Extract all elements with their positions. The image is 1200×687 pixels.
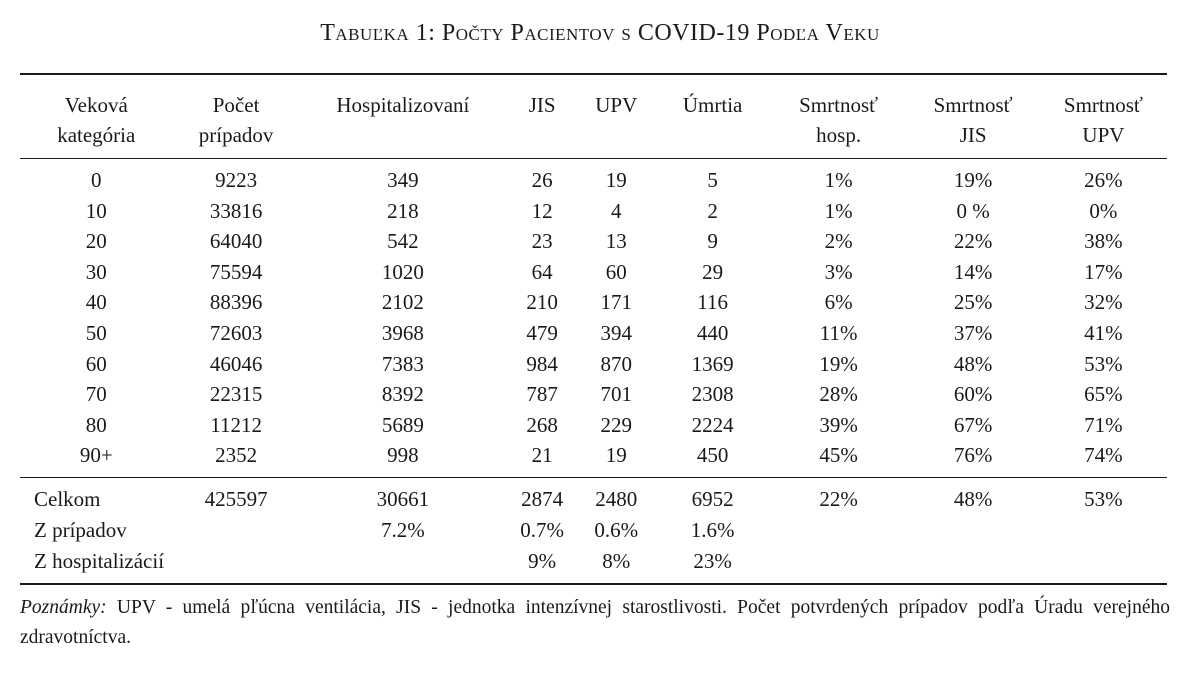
summary-cell <box>173 515 300 546</box>
column-header-line-2 <box>506 120 578 150</box>
table-cell: 11212 <box>210 412 262 437</box>
table-cell: 74% <box>1040 440 1167 477</box>
column-header-line-2: hosp. <box>816 123 862 147</box>
table-cell: 6% <box>824 290 853 315</box>
table-cell: 67% <box>953 412 993 437</box>
table-cell: 30 <box>85 259 107 284</box>
summary-cell: 1.6% <box>690 517 735 542</box>
summary-cell: 0.6% <box>594 517 639 542</box>
table-cell: 28% <box>819 382 858 407</box>
summary-cell: 6952 <box>691 486 734 511</box>
table-cell: 22315 <box>209 382 263 407</box>
table-cell: 13 <box>605 229 627 254</box>
summary-cell: 2480 <box>595 486 638 511</box>
table-cell: 26 <box>531 168 553 192</box>
table-cell: 450 <box>654 440 770 477</box>
table-row <box>20 159 1167 196</box>
column-header <box>578 78 654 159</box>
table-cell: 40 <box>85 290 107 315</box>
column-header-line-1: Úmrtia <box>682 93 743 117</box>
summary-cell: 8% <box>578 546 654 584</box>
table-cell: 2 <box>707 198 718 223</box>
summary-cell <box>173 546 300 584</box>
notes-text: UPV - umelá pľúcna ventilácia, JIS - jednotka intenzívnej starostlivosti. Počet potvrdených prípadov podľa Úradu verejného zdravotníctva. <box>20 597 1170 648</box>
table-cell: 33816 <box>209 198 263 223</box>
table-cell: 3968 <box>381 320 424 345</box>
column-header-line-2 <box>300 120 507 150</box>
table-cell: 2% <box>824 229 853 254</box>
table-row <box>20 349 1167 380</box>
table-cell: 20 <box>85 229 107 254</box>
table-cell: 394 <box>600 320 632 345</box>
table-cell: 870 <box>600 351 632 376</box>
table-cell: 9 <box>707 229 718 254</box>
table-cell: 50 <box>85 320 107 345</box>
table-cell: 70 <box>85 382 107 407</box>
summary-cell: 425597 <box>204 486 268 511</box>
table-cell: 4 <box>611 198 622 223</box>
table-cell: 53% <box>1084 351 1123 376</box>
column-header-line-2: JIS <box>959 123 987 147</box>
summary-cell: 0.7% <box>520 517 564 542</box>
table-cell: 8392 <box>381 382 424 407</box>
table-row <box>20 410 1167 441</box>
table-row <box>20 440 1167 477</box>
column-header-line-1: Veková <box>64 93 128 117</box>
summary-cell: 30661 <box>376 486 430 511</box>
table-cell: 440 <box>696 320 729 345</box>
table-cell: 14% <box>953 259 993 284</box>
table-cell: 38% <box>1084 229 1123 254</box>
column-header <box>654 78 770 159</box>
table-cell: 48% <box>953 351 993 376</box>
summary-cell: 53% <box>1084 486 1123 511</box>
table-cell: 71% <box>1084 412 1123 437</box>
table-cell: 218 <box>387 198 419 223</box>
table-cell: 22% <box>953 229 993 254</box>
table-cell: 7383 <box>381 351 424 376</box>
summary-cell: 9% <box>506 546 578 584</box>
table-cell: 701 <box>600 382 632 407</box>
table-cell: 12 <box>531 198 553 223</box>
summary-row <box>20 477 1167 515</box>
table-cell: 19% <box>953 168 993 192</box>
table-cell: 210 <box>526 290 558 315</box>
table-notes <box>20 593 1170 653</box>
table-cell: 542 <box>387 229 419 254</box>
table-cell: 171 <box>600 290 632 315</box>
table-cell: 23 <box>531 229 553 254</box>
summary-row <box>20 515 1167 546</box>
table-cell: 479 <box>526 320 558 345</box>
summary-cell: 48% <box>953 486 993 511</box>
table-cell: 349 <box>387 168 419 192</box>
table-cell: 37% <box>953 320 993 345</box>
covid-age-table <box>20 78 1167 585</box>
table-cell: 65% <box>1084 382 1123 407</box>
summary-cell <box>771 515 907 546</box>
table-cell: 1% <box>824 168 853 192</box>
table-cell: 0% <box>1089 198 1118 223</box>
table-cell: 2352 <box>173 440 300 477</box>
table-header <box>20 78 1167 159</box>
table-cell: 64 <box>531 259 553 284</box>
table-cell: 60 <box>85 351 107 376</box>
summary-cell <box>300 546 507 584</box>
summary-cell: 7.2% <box>381 517 425 542</box>
column-header-line-1: JIS <box>528 93 556 117</box>
summary-label: Z hospitalizácií <box>20 546 173 584</box>
table-cell: 2224 <box>691 412 734 437</box>
table-cell: 1% <box>824 198 853 223</box>
table-cell: 2102 <box>381 290 424 315</box>
table-cell: 60% <box>953 382 993 407</box>
table-cell: 39% <box>819 412 858 437</box>
column-header <box>300 78 507 159</box>
table-body <box>20 159 1167 478</box>
table-cell: 5689 <box>381 412 424 437</box>
column-header <box>771 78 907 159</box>
column-header <box>906 78 1039 159</box>
table-cell: 32% <box>1084 290 1123 315</box>
summary-cell: 22% <box>819 486 858 511</box>
table-cell: 75594 <box>209 259 263 284</box>
column-header-line-1: Hospitalizovaní <box>336 93 470 117</box>
summary-label: Celkom <box>34 486 101 511</box>
column-header-line-2: UPV <box>1082 123 1125 147</box>
column-header-line-2 <box>578 120 654 150</box>
table-cell: 787 <box>526 382 558 407</box>
summary-label: Z prípadov <box>34 517 127 542</box>
summary-cell: 2874 <box>521 486 564 511</box>
table-cell: 72603 <box>209 320 263 345</box>
summary-cell <box>1040 515 1167 546</box>
table-cell: 46046 <box>209 351 263 376</box>
column-header <box>1040 78 1167 159</box>
column-header-line-1: UPV <box>595 93 638 117</box>
summary-cell <box>906 515 1039 546</box>
table-summary <box>20 477 1167 584</box>
table-cell: 19 <box>578 440 654 477</box>
table-cell: 17% <box>1084 259 1123 284</box>
table-cell: 19% <box>819 351 858 376</box>
table-cell: 11% <box>819 320 858 345</box>
summary-cell <box>771 546 907 584</box>
table-row <box>20 196 1167 227</box>
table-row <box>20 226 1167 257</box>
table-cell: 60 <box>605 259 627 284</box>
column-header-line-1: Počet <box>212 93 260 117</box>
table-cell: 64040 <box>209 229 263 254</box>
column-header-line-2: prípadov <box>198 123 274 147</box>
column-header <box>20 78 173 159</box>
notes-label: Poznámky: <box>20 597 107 618</box>
table-cell: 5 <box>707 168 718 192</box>
summary-cell: 23% <box>654 546 770 584</box>
table-cell: 0 <box>91 168 102 192</box>
header-row <box>20 78 1167 159</box>
table-cell: 268 <box>526 412 558 437</box>
column-header-line-2 <box>654 120 770 150</box>
table-title: Tabuľka 1: Počty Pacientov s COVID-19 Podľa Veku <box>320 20 880 46</box>
table-cell: 88396 <box>209 290 263 315</box>
table-cell: 19 <box>605 168 627 192</box>
table-cell: 1020 <box>381 259 424 284</box>
top-rule <box>20 73 1167 75</box>
column-header-line-1: Smrtnosť <box>1063 93 1143 117</box>
table-cell: 2308 <box>691 382 734 407</box>
summary-cell <box>1040 546 1167 584</box>
table-cell: 26% <box>1084 168 1123 192</box>
column-header-line-2: kategória <box>57 123 136 147</box>
table-cell: 29 <box>702 259 724 284</box>
table-row <box>20 287 1167 318</box>
table-row <box>20 318 1167 349</box>
column-header <box>173 78 300 159</box>
column-header <box>506 78 578 159</box>
table-row <box>20 379 1167 410</box>
table-cell: 229 <box>600 412 632 437</box>
table-cell: 984 <box>526 351 558 376</box>
table-cell: 90+ <box>20 440 173 477</box>
table-cell: 80 <box>85 412 107 437</box>
table-cell: 3% <box>824 259 853 284</box>
covid-table-container <box>20 73 1167 585</box>
table-cell: 998 <box>300 440 507 477</box>
table-cell: 76% <box>906 440 1039 477</box>
column-header-line-1: Smrtnosť <box>933 93 1013 117</box>
table-cell: 45% <box>771 440 907 477</box>
table-cell: 10 <box>85 198 107 223</box>
column-header-line-1: Smrtnosť <box>799 93 879 117</box>
table-cell: 9223 <box>215 168 258 192</box>
table-cell: 25% <box>953 290 993 315</box>
table-row <box>20 257 1167 288</box>
summary-row <box>20 546 1167 584</box>
summary-cell <box>906 546 1039 584</box>
table-cell: 1369 <box>691 351 734 376</box>
table-cell: 116 <box>697 290 728 315</box>
table-cell: 21 <box>506 440 578 477</box>
table-cell: 0 % <box>956 198 990 223</box>
table-cell: 41% <box>1084 320 1123 345</box>
